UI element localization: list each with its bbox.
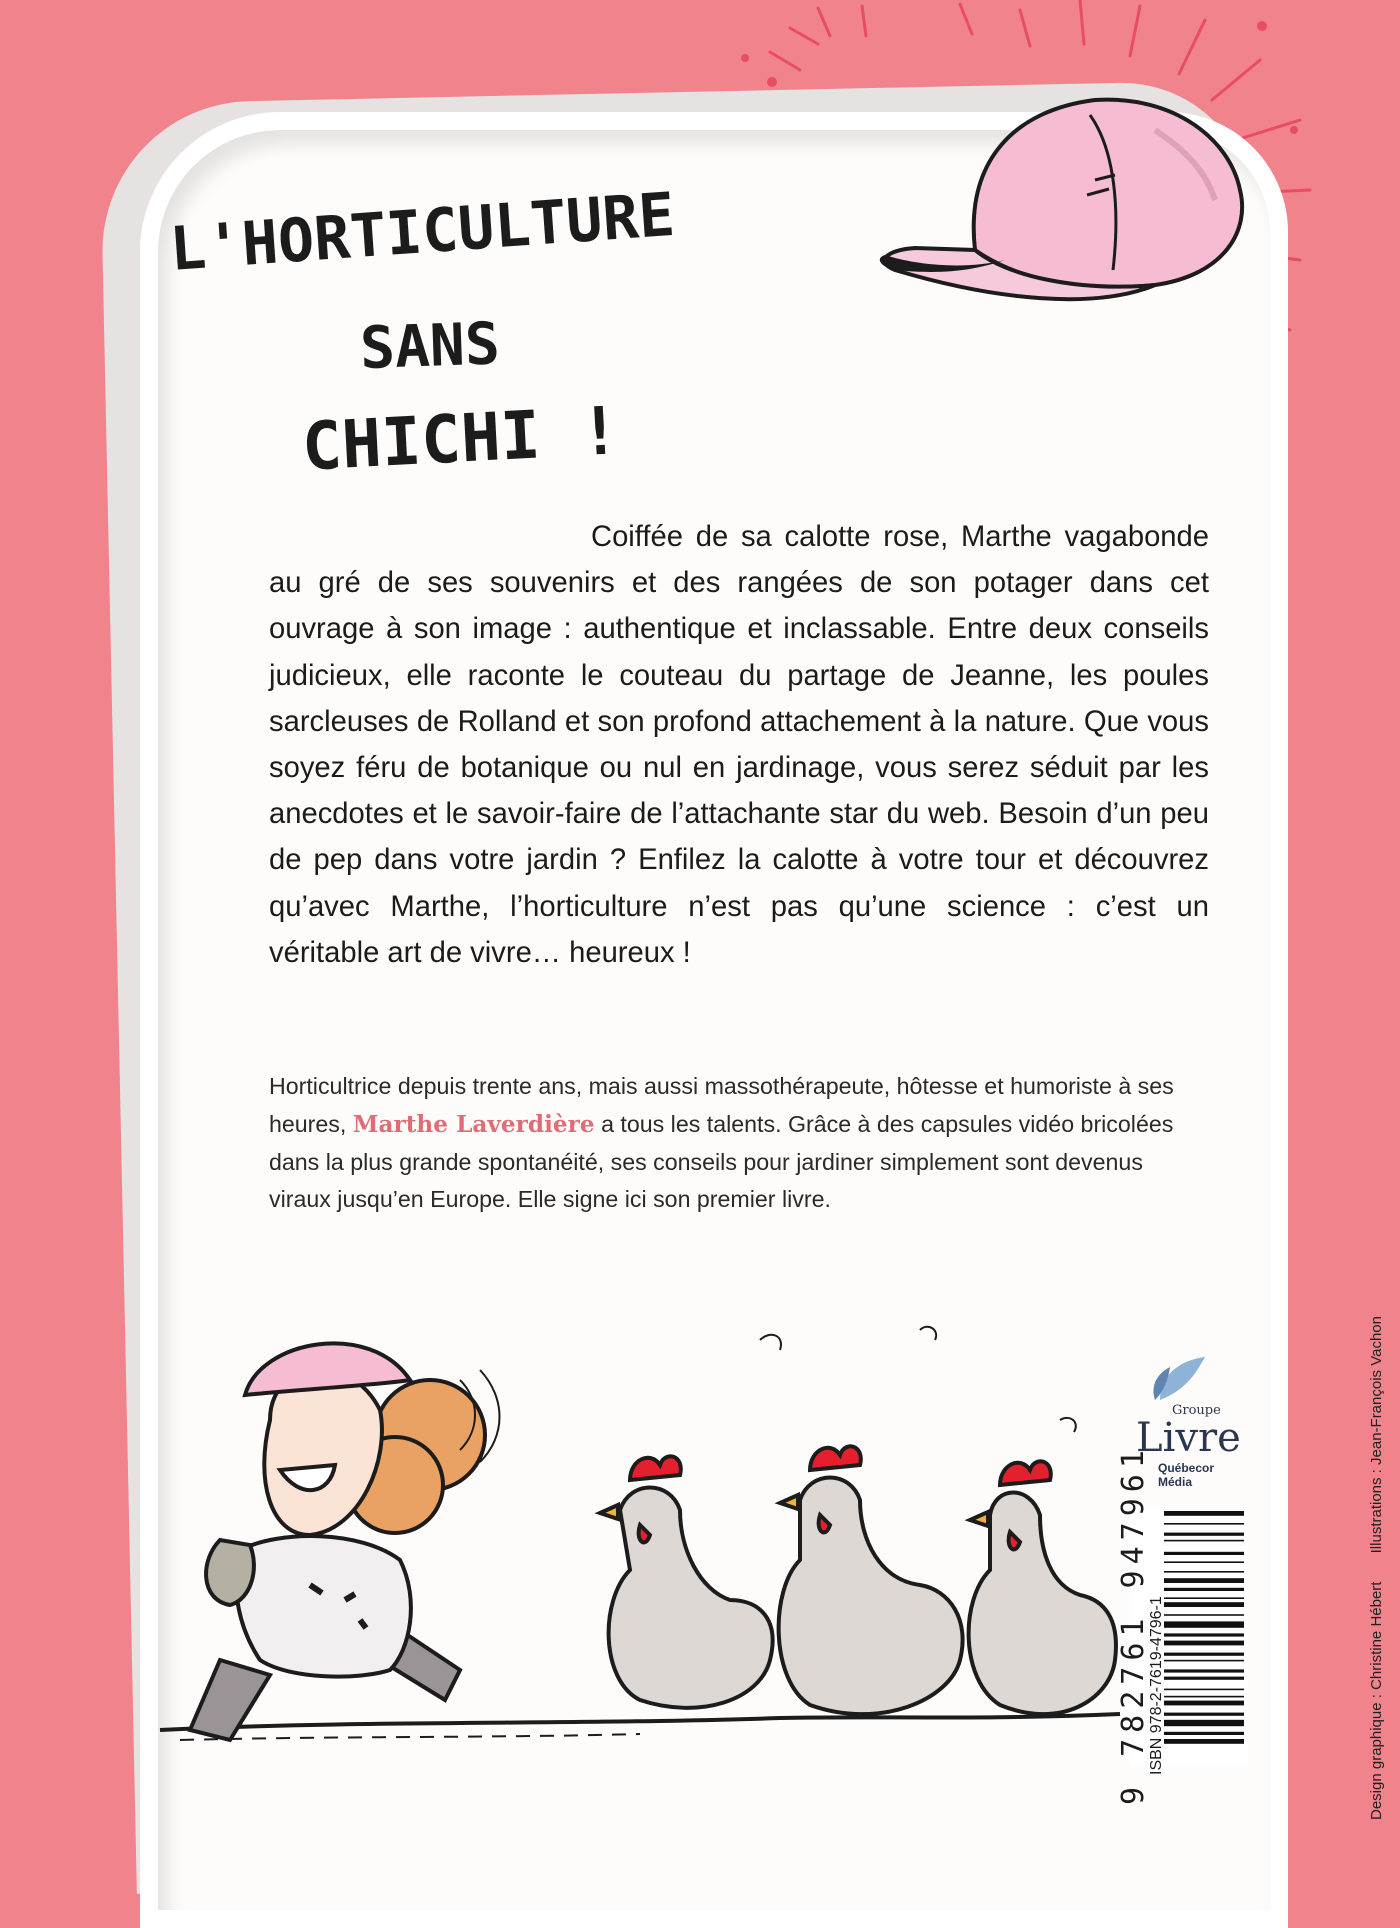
hen-1 bbox=[600, 1456, 773, 1708]
barcode-bar bbox=[1164, 1533, 1244, 1536]
barcode-bar bbox=[1164, 1660, 1244, 1662]
headline-line-1: L'HORTICULTURE bbox=[167, 179, 677, 285]
barcode-bar bbox=[1164, 1633, 1244, 1636]
publisher-groupe: Groupe bbox=[1172, 1403, 1221, 1418]
barcode-bar bbox=[1164, 1732, 1244, 1735]
barcode-bar bbox=[1164, 1669, 1244, 1672]
gardener-and-hens-illustration bbox=[160, 1300, 1120, 1800]
barcode-bar bbox=[1164, 1561, 1244, 1563]
barcode-bar bbox=[1164, 1677, 1244, 1680]
barcode-bar bbox=[1164, 1540, 1244, 1542]
barcode-bar bbox=[1164, 1713, 1244, 1716]
illustration-credit: Illustrations : Jean-François Vachon bbox=[1368, 1316, 1385, 1554]
barcode-bar bbox=[1164, 1689, 1244, 1691]
barcode-bar bbox=[1164, 1571, 1244, 1573]
barcode-bar bbox=[1164, 1701, 1244, 1706]
bio-text-end: a tous les talents. Grâce à des capsules vidéo bricolées dans la plus grande spontanéité, ses conseils pour jardiner simplement sont devenus viraux jusqu’en Europe. Elle signe ici son premier livre. bbox=[269, 1110, 1174, 1213]
description-paragraph: Coiffée de sa calotte rose, Marthe vagabonde au gré de ses souvenirs et des rangées de son potager dans cet ouvrage à son image : authentique et inclassable. Entre deux conseils judicieux, elle raconte le couteau du partage de Jeanne, les poules sarcleuses de Rolland et son profond attachement à la nature. Que vous soyez féru de botanique ou nul en jardinage, vous serez séduit par les anecdotes et le savoir-faire de l’attachante star du web. Besoin d’un peu de pep dans votre jardin ? Enfilez la calotte à votre tour et découvrez qu’avec Marthe, l’horticulture n’est pas qu’une science : c’est un véritable art de vivre… heureux ! bbox=[269, 521, 1209, 969]
headline bbox=[167, 179, 730, 486]
barcode-bar bbox=[1164, 1578, 1244, 1583]
headline-line-2: SANS bbox=[358, 309, 501, 383]
author-name: Marthe Laverdière bbox=[352, 1110, 595, 1138]
barcode-bar bbox=[1164, 1621, 1244, 1627]
hen-3 bbox=[969, 1461, 1116, 1714]
barcode-bar bbox=[1164, 1523, 1244, 1525]
barcode-bar bbox=[1164, 1588, 1244, 1591]
barcode-bar bbox=[1164, 1511, 1244, 1516]
barcode-bar bbox=[1164, 1653, 1244, 1656]
headline-line-3: CHICHI ! bbox=[300, 392, 622, 486]
pink-cap-illustration bbox=[855, 70, 1275, 310]
isbn-label: ISBN 978-2-7619-4796-1 bbox=[1148, 1596, 1165, 1775]
barcode-digits: 9 782761 947961 bbox=[1116, 1444, 1151, 1805]
barcode-bar bbox=[1164, 1696, 1244, 1698]
leaf-logo-icon bbox=[1150, 1355, 1210, 1405]
barcode-bar bbox=[1164, 1641, 1244, 1646]
barcode-bar bbox=[1164, 1552, 1244, 1555]
hen-2 bbox=[779, 1446, 963, 1714]
barcode-bar bbox=[1164, 1720, 1244, 1726]
barcode-bar bbox=[1164, 1614, 1244, 1616]
bio-text-start: Horticultrice depuis trente ans, mais aussi massothérapeute, hôtesse et humoriste à ses heures, bbox=[269, 1073, 1174, 1137]
publisher-livre: Livre bbox=[1136, 1415, 1241, 1461]
design-credit: Design graphique : Christine Hébert bbox=[1368, 1581, 1385, 1820]
barcode-bar bbox=[1164, 1739, 1244, 1744]
barcode-bar bbox=[1164, 1602, 1244, 1607]
publisher-media: Québecor Média bbox=[1158, 1461, 1215, 1489]
barcode-bar bbox=[1164, 1597, 1244, 1599]
author-bio bbox=[269, 1068, 1189, 1219]
credits bbox=[1368, 1316, 1385, 1820]
